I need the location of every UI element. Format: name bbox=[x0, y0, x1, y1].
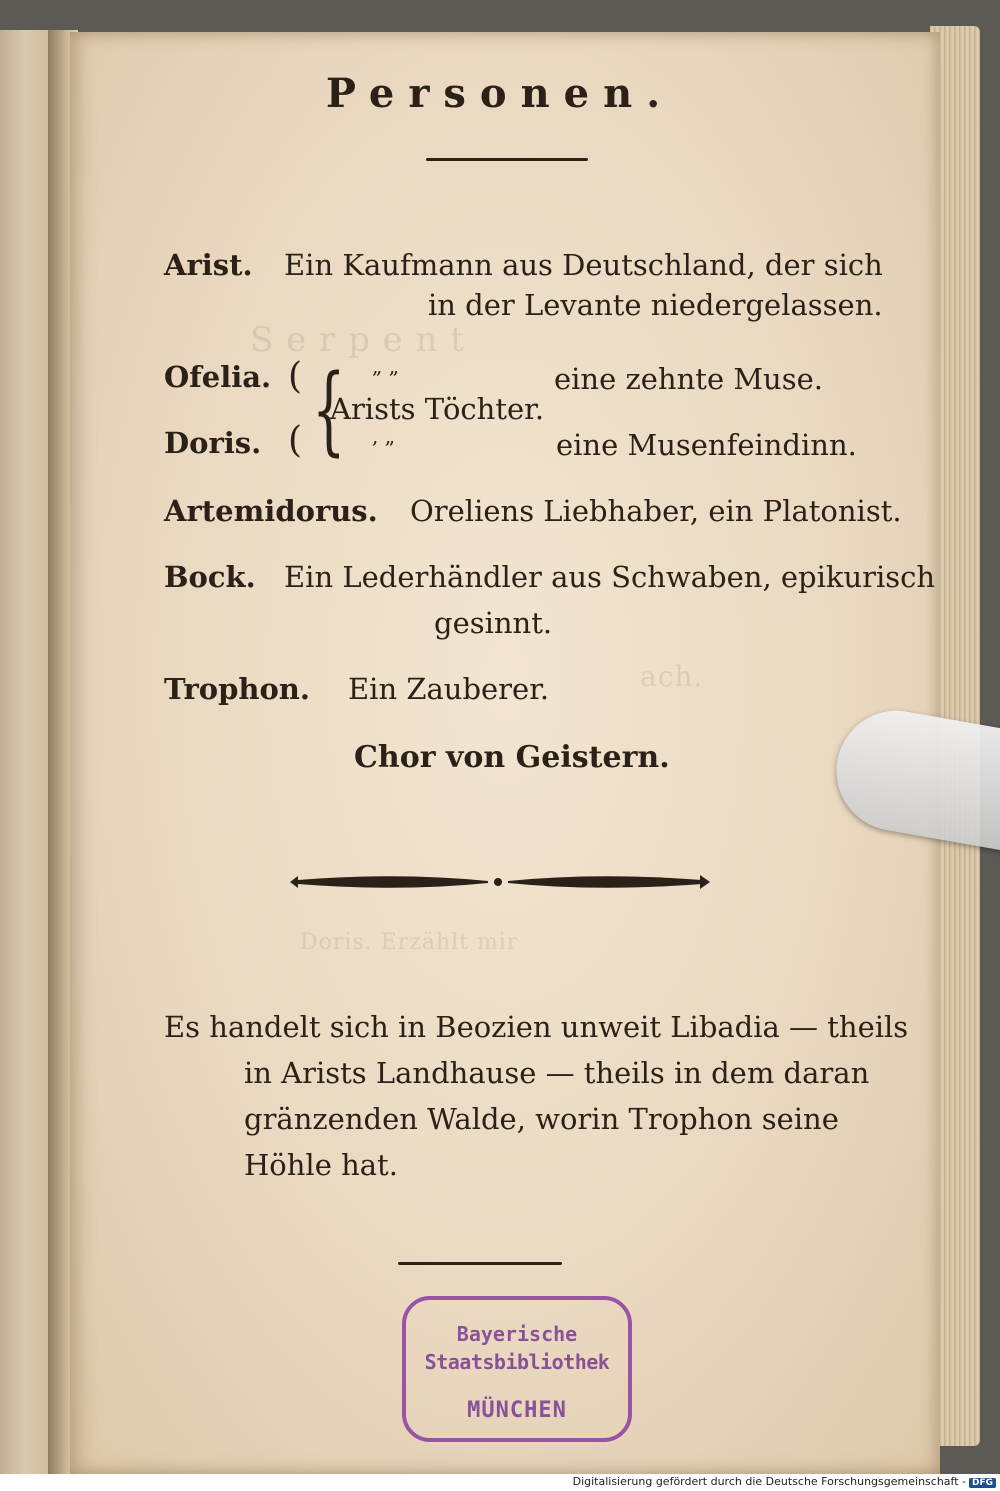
ditto-marks-doris: , „ bbox=[372, 424, 396, 448]
chorus-line: Chor von Geistern. bbox=[354, 740, 670, 775]
stamp-line-1: Bayerische bbox=[456, 1322, 578, 1346]
footer-bar bbox=[0, 1474, 1000, 1491]
page-title: Personen. bbox=[325, 70, 675, 117]
cast-name-ofelia: Ofelia. bbox=[164, 360, 272, 394]
cast-desc-bock-1: Ein Lederhändler aus Schwaben, epikurisch bbox=[284, 560, 936, 594]
stamp-line-3: MÜNCHEN bbox=[467, 1398, 567, 1423]
bleed-through-decoration: S e r p e n t bbox=[250, 320, 465, 360]
title-rule bbox=[426, 158, 588, 161]
cast-name-artemidorus: Artemidorus. bbox=[164, 494, 378, 528]
cast-desc-trophon: Ein Zauberer. bbox=[348, 672, 550, 706]
ditto-marks-ofelia: „ „ bbox=[372, 354, 400, 378]
setting-line-4: Höhle hat. bbox=[244, 1148, 398, 1182]
cast-desc-bock-2: gesinnt. bbox=[434, 606, 553, 640]
setting-line-1: Es handelt sich in Beozien unweit Libadia — theils bbox=[164, 1010, 909, 1044]
dfg-logo: DFG bbox=[969, 1478, 996, 1488]
ornamental-divider bbox=[288, 868, 712, 896]
cast-name-doris: Doris. bbox=[164, 426, 262, 460]
bottom-rule bbox=[398, 1262, 562, 1265]
cast-desc-arist-2: in der Levante niedergelassen. bbox=[428, 288, 883, 322]
stamp-line-2: Staatsbibliothek bbox=[424, 1350, 610, 1374]
cast-name-trophon: Trophon. bbox=[164, 672, 310, 706]
cast-desc-ofelia: eine zehnte Muse. bbox=[554, 362, 823, 396]
cast-name-bock: Bock. bbox=[164, 560, 256, 594]
cast-group-daughters: Arists Töchter. bbox=[330, 392, 545, 426]
setting-line-2: in Arists Landhause — theils in dem daran bbox=[244, 1056, 870, 1090]
bleed-through-decoration: ach. bbox=[640, 660, 704, 693]
cast-name-arist: Arist. bbox=[164, 248, 253, 282]
bracket-open-top: ( bbox=[288, 356, 303, 397]
setting-line-3: gränzenden Walde, worin Trophon seine bbox=[244, 1102, 839, 1136]
footer-credit: Digitalisierung gefördert durch die Deutsche Forschungsgemeinschaft - bbox=[572, 1475, 966, 1488]
cast-desc-artemidorus: Oreliens Liebhaber, ein Platonist. bbox=[410, 494, 902, 528]
cast-desc-arist-1: Ein Kaufmann aus Deutschland, der sich bbox=[284, 248, 883, 282]
library-stamp bbox=[402, 1296, 632, 1442]
cast-desc-doris: eine Musenfeindinn. bbox=[556, 428, 857, 462]
bracket-open-bottom: ( bbox=[288, 420, 303, 461]
brace-daughters: { bbox=[312, 354, 346, 466]
bleed-through-decoration: Doris. Erzählt mir bbox=[300, 930, 519, 955]
